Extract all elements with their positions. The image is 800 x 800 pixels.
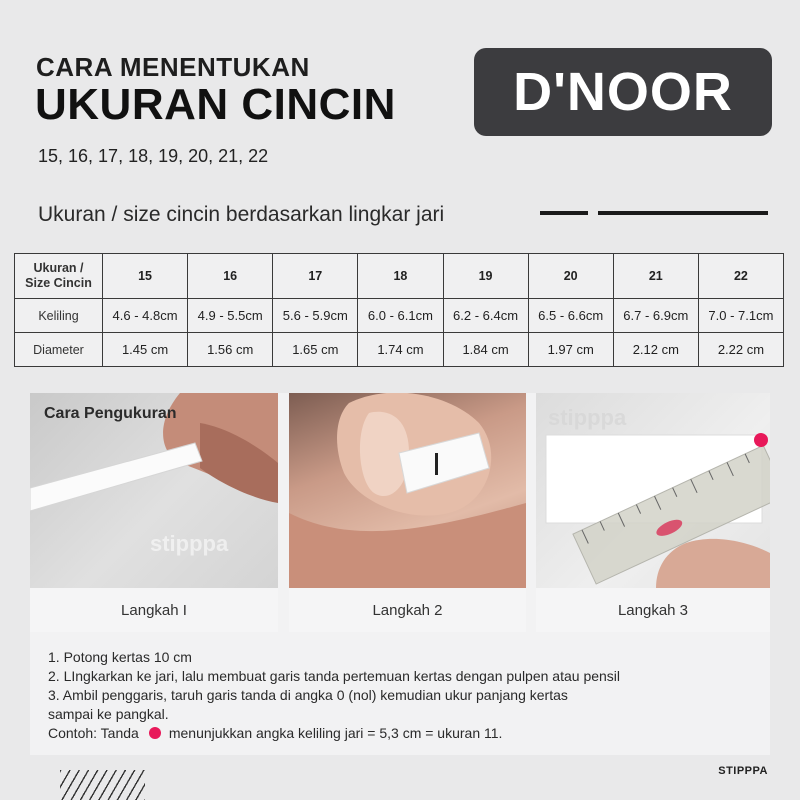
decorative-stripes [60, 770, 145, 800]
size-header-cell: 15 [103, 254, 188, 299]
diameter-label: Diameter [15, 333, 103, 367]
step-2-illustration [289, 393, 526, 588]
step-2-photo [289, 393, 526, 588]
size-header-cell: 19 [443, 254, 528, 299]
size-header-cell: 21 [613, 254, 698, 299]
step-3-photo [536, 393, 770, 588]
keliling-cell: 5.6 - 5.9cm [273, 299, 358, 333]
diameter-cell: 1.45 cm [103, 333, 188, 367]
size-header-cell: 16 [188, 254, 273, 299]
header-label-cell [15, 254, 103, 299]
diameter-cell: 1.56 cm [188, 333, 273, 367]
table-header-row [15, 254, 784, 299]
header-label-line-2: Size Cincin [25, 276, 92, 290]
keliling-cell: 7.0 - 7.1cm [698, 299, 783, 333]
marker-dot-icon [149, 727, 161, 739]
diameter-cell: 2.12 cm [613, 333, 698, 367]
step-3-watermark: stipppa [548, 405, 627, 430]
steps-title: Cara Pengukuran [44, 405, 177, 422]
instruction-2: 2. LIngkarkan ke jari, lalu membuat garis tanda pertemuan kertas dengan pulpen atau pensil [48, 668, 621, 684]
sizes-list: 15, 16, 17, 18, 19, 20, 21, 22 [38, 146, 269, 166]
size-header-cell: 22 [698, 254, 783, 299]
header-label-line-1: Ukuran / [33, 261, 84, 275]
keliling-row [15, 299, 784, 333]
divider-short [540, 211, 588, 215]
instruction-1: 1. Potong kertas 10 cm [48, 649, 192, 665]
example-prefix: Contoh: Tanda [48, 725, 139, 741]
step-2-caption: Langkah 2 [289, 588, 526, 632]
instruction-3: 3. Ambil penggaris, taruh garis tanda di angka 0 (nol) kemudian ukur panjang kertas [48, 687, 568, 703]
divider-long [598, 211, 768, 215]
diameter-cell: 1.74 cm [358, 333, 443, 367]
footer-brand: STIPPPA [718, 765, 768, 777]
diameter-cell: 1.65 cm [273, 333, 358, 367]
keliling-cell: 6.7 - 6.9cm [613, 299, 698, 333]
instruction-3-cont: sampai ke pangkal. [48, 706, 169, 722]
size-header-cell: 20 [528, 254, 613, 299]
step-1-watermark: stipppa [150, 531, 229, 556]
title-line-2: UKURAN CINCIN [35, 80, 396, 129]
diameter-row [15, 333, 784, 367]
title-line-1: CARA MENENTUKAN [36, 52, 310, 82]
keliling-cell: 4.6 - 4.8cm [103, 299, 188, 333]
keliling-label: Keliling [15, 299, 103, 333]
example-suffix: menunjukkan angka keliling jari = 5,3 cm = ukuran 11. [168, 725, 503, 741]
table-subtitle: Ukuran / size cincin berdasarkan lingkar jari [38, 203, 445, 226]
keliling-cell: 6.2 - 6.4cm [443, 299, 528, 333]
size-table [14, 253, 784, 367]
step-1-caption: Langkah I [30, 588, 278, 632]
keliling-cell: 6.0 - 6.1cm [358, 299, 443, 333]
diameter-cell: 1.97 cm [528, 333, 613, 367]
step-3-caption: Langkah 3 [536, 588, 770, 632]
diameter-cell: 1.84 cm [443, 333, 528, 367]
brand-badge [474, 48, 772, 136]
marker-dot [754, 433, 768, 447]
diameter-cell: 2.22 cm [698, 333, 783, 367]
keliling-cell: 6.5 - 6.6cm [528, 299, 613, 333]
size-header-cell: 17 [273, 254, 358, 299]
instructions [48, 648, 768, 743]
example-line [48, 724, 768, 743]
brand-name: D'NOOR [513, 62, 733, 122]
keliling-cell: 4.9 - 5.5cm [188, 299, 273, 333]
size-header-cell: 18 [358, 254, 443, 299]
